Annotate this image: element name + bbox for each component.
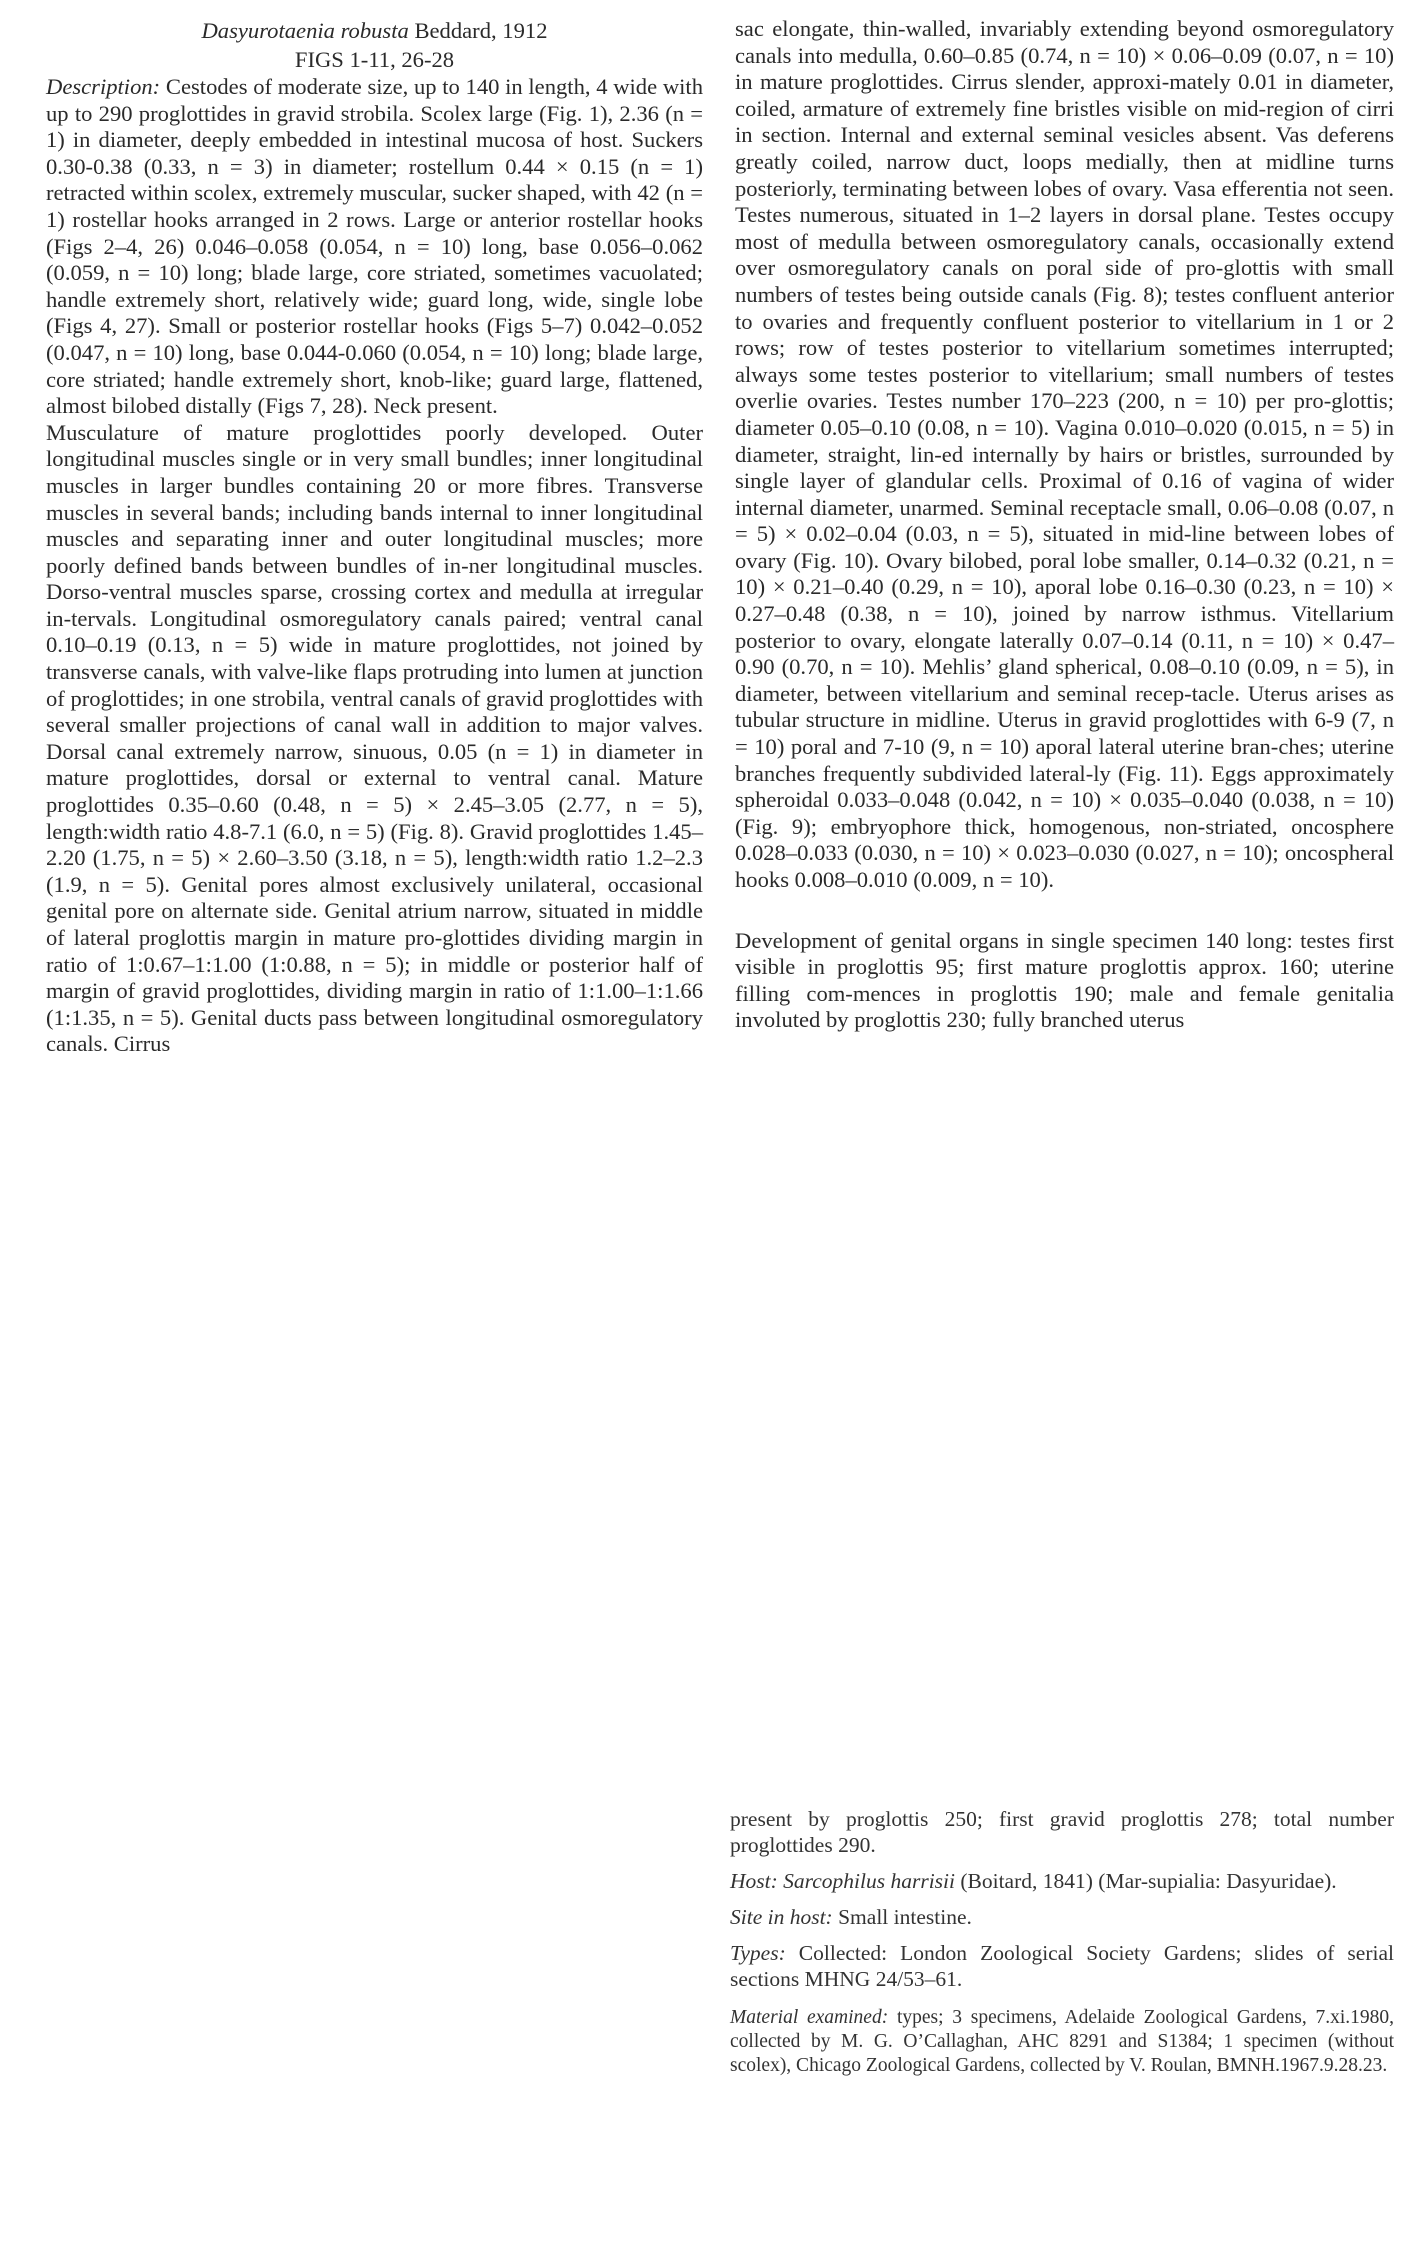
lower-right-block <box>730 1806 1394 2087</box>
material-paragraph <box>730 2006 1394 2077</box>
types-label: Types: <box>730 1941 786 1965</box>
host-species: Sarcophilus harrisii <box>777 1869 955 1893</box>
description-text: Cestodes of moderate size, up to 140 in length, 4 wide with up to 290 proglottides in gravid strobila. Scolex large (Fig. 1), 2.36 (n = 1) in diameter, deeply embedded in intestinal mucosa of host. Suckers 0.30-0.38 (0.33, n = 3) in diameter; rostellum 0.44 × 0.15 (n = 1) retracted within scolex, extremely muscular, sucker shaped, with 42 (n = 1) rostellar hooks arranged in 2 rows. Large or anterior rostellar hooks (Figs 2–4, 26) 0.046–0.058 (0.054, n = 10) long, base 0.056–0.062 (0.059, n = 10) long; blade large, core striated, sometimes vacuolated; handle extremely short, relatively wide; guard long, wide, single lobe (Figs 4, 27). Small or posterior rostellar hooks (Figs 5–7) 0.042–0.052 (0.047, n = 10) long, base 0.044-0.060 (0.054, n = 10) long; blade large, core striated; handle extremely short, knob-like; guard large, flattened, almost bilobed distally (Figs 7, 28). Neck present. <box>46 74 703 419</box>
right-column <box>735 16 1394 1034</box>
description-label: Description: <box>46 74 161 99</box>
species-name: Dasyurotaenia robusta <box>201 18 409 43</box>
material-label: Material examined: <box>730 2007 889 2028</box>
species-authority: Beddard, 1912 <box>408 18 548 43</box>
species-heading <box>46 16 703 74</box>
material-text: types; 3 specimens, Adelaide Zoological Gardens, 7.xi.1980, collected by M. G. O’Callaghan, AHC 8291 and S1384; 1 specimen (without scolex), Chicago Zoological Gardens, collected by V. Roulan, BMNH.1967.9.28.23. <box>730 2007 1395 2076</box>
site-label: Site in host: <box>730 1905 833 1929</box>
host-details: (Boitard, 1841) (Mar-supialia: Dasyuridae). <box>954 1869 1337 1893</box>
types-paragraph <box>730 1940 1394 1992</box>
figure-reference: FIGS 1-11, 26-28 <box>294 47 455 72</box>
continuation-paragraph: sac elongate, thin-walled, invariably extending beyond osmoregulatory canals into medulla, 0.60–0.85 (0.74, n = 10) × 0.06–0.09 (0.07, n = 10) in mature proglottides. Cirrus slender, approxi-mately 0.01 in diameter, coiled, armature of extremely fine bristles visible on mid-region of cirri in section. Internal and external seminal vesicles absent. Vas deferens greatly coiled, narrow duct, loops medially, then at midline turns posteriorly, terminating between lobes of ovary. Vasa efferentia not seen. Testes numerous, situated in 1–2 layers in dorsal plane. Testes occupy most of medulla between osmoregulatory canals, occasionally extend over osmoregulatory canals on poral side of pro-glottis with small numbers of testes being outside canals (Fig. 8); testes confluent anterior to ovaries and frequently confluent posterior to vitellarium in 1 or 2 rows; row of testes posterior to vitellarium sometimes interrupted; always some testes posterior to vitellarium; small numbers of testes overlie ovaries. Testes number 170–223 (200, n = 10) per pro-glottis; diameter 0.05–0.10 (0.08, n = 10). Vagina 0.010–0.020 (0.015, n = 5) in diameter, straight, lin-ed internally by hairs or bristles, surrounded by single layer of glandular cells. Proximal of 0.16 of vagina of wider internal diameter, unarmed. Seminal receptacle small, 0.06–0.08 (0.07, n = 5) × 0.02–0.04 (0.03, n = 5), situated in mid-line between lobes of ovary (Fig. 10). Ovary bilobed, poral lobe smaller, 0.14–0.32 (0.21, n = 10) × 0.21–0.40 (0.29, n = 10), aporal lobe 0.16–0.30 (0.23, n = 10) × 0.27–0.48 (0.38, n = 10), joined by narrow isthmus. Vitellarium posterior to ovary, elongate laterally 0.07–0.14 (0.11, n = 10) × 0.47–0.90 (0.70, n = 10). Mehlis’ gland spherical, 0.08–0.10 (0.09, n = 5), in diameter, between vitellarium and seminal recep-tacle. Uterus arises as tubular structure in midline. Uterus in gravid proglottides with 6-9 (7, n = 10) poral and 7-10 (9, n = 10) aporal lateral uterine bran-ches; uterine branches frequently subdivided lateral-ly (Fig. 11). Eggs approximately spheroidal 0.033–0.048 (0.042, n = 10) × 0.035–0.040 (0.038, n = 10)(Fig. 9); embryophore thick, homogenous, non-striated, oncosphere 0.028–0.033 (0.030, n = 10) × 0.023–0.030 (0.027, n = 10); oncospheral hooks 0.008–0.010 (0.009, n = 10). <box>735 16 1394 892</box>
host-paragraph <box>730 1868 1394 1894</box>
types-text: Collected: London Zoological Society Gardens; slides of serial sections MHNG 24/53–61. <box>730 1941 1394 1991</box>
site-paragraph <box>730 1904 1394 1930</box>
left-column <box>46 16 703 1058</box>
development-continuation: present by proglottis 250; first gravid proglottis 278; total number proglottides 290. <box>730 1807 1394 1857</box>
site-text: Small intestine. <box>832 1905 972 1929</box>
description-paragraph <box>46 74 703 420</box>
musculature-paragraph: Musculature of mature proglottides poorly developed. Outer longitudinal muscles single or in very small bundles; inner longitudinal muscles in larger bundles containing 20 or more fibres. Transverse muscles in several bands; including bands internal to inner longitudinal muscles and separating inner and outer longitudinal muscles; more poorly defined bands between bundles of in-ner longitudinal muscles. Dorso-ventral muscles sparse, crossing cortex and medulla at irregular in-tervals. Longitudinal osmoregulatory canals paired; ventral canal 0.10–0.19 (0.13, n = 5) wide in mature proglottides, not joined by transverse canals, with valve-like flaps protruding into lumen at junction of proglottides; in one strobila, ventral canals of gravid proglottides with several smaller projections of canal wall in addition to major valves. Dorsal canal extremely narrow, sinuous, 0.05 (n = 1) in diameter in mature proglottides, dorsal or external to ventral canal. Mature proglottides 0.35–0.60 (0.48, n = 5) × 2.45–3.05 (2.77, n = 5), length:width ratio 4.8-7.1 (6.0, n = 5) (Fig. 8). Gravid proglottides 1.45–2.20 (1.75, n = 5) × 2.60–3.50 (3.18, n = 5), length:width ratio 1.2–2.3 (1.9, n = 5). Genital pores almost exclusively unilateral, occasional genital pore on alternate side. Genital atrium narrow, situated in middle of lateral proglottis margin in mature pro-glottides dividing margin in ratio of 1:0.67–1:1.00 (1:0.88, n = 5); in middle or posterior half of margin of gravid proglottides, dividing margin in ratio of 1:1.00–1:1.66 (1:1.35, n = 5). Genital ducts pass between longitudinal osmoregulatory canals. Cirrus <box>46 419 703 1057</box>
development-paragraph: Development of genital organs in single specimen 140 long: testes first visible in proglottis 95; first mature proglottis approx. 160; uterine filling com-mences in proglottis 190; male and female genitalia involuted by proglottis 230; fully branched uterus <box>735 927 1394 1033</box>
host-label: Host: <box>730 1869 778 1893</box>
species-title <box>46 16 703 45</box>
